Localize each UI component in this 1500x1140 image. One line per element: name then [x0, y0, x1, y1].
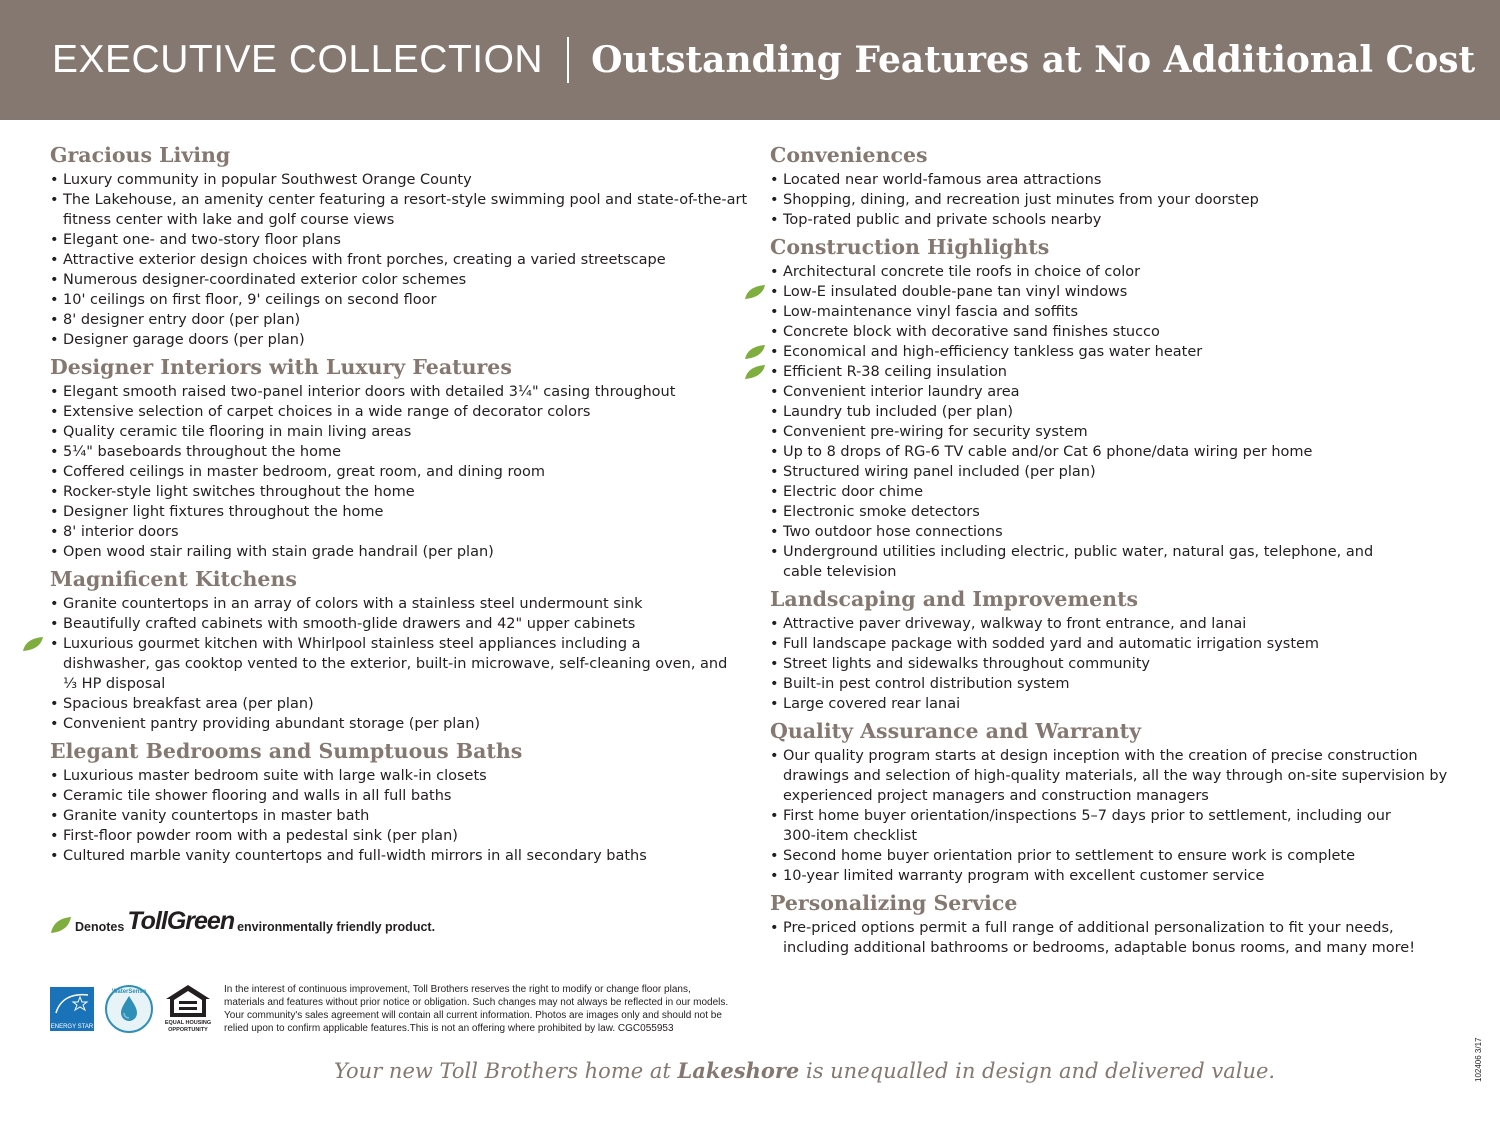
feature-item — [770, 806, 1460, 846]
feature-item — [770, 322, 1460, 342]
feature-item — [770, 362, 1460, 382]
section-title-construction-highlights: Construction Highlights — [770, 235, 1050, 259]
feature-item — [50, 310, 740, 330]
feature-line: including additional bathrooms or bedrooms, adaptable bonus rooms, and many more! — [783, 940, 1416, 956]
feature-line: • Attractive paver driveway, walkway to front entrance, and lanai — [783, 616, 1247, 632]
equal-housing-line-2: OPPORTUNITY — [168, 1026, 208, 1033]
feature-item — [770, 302, 1460, 322]
feature-item — [770, 674, 1460, 694]
feature-item — [770, 462, 1460, 482]
feature-item — [770, 654, 1460, 674]
feature-line: • Attractive exterior design choices with front porches, creating a varied streetscape — [63, 252, 666, 268]
right-column — [770, 140, 1460, 960]
header-divider — [567, 37, 569, 83]
feature-line: • Our quality program starts at design inception with the creation of precise construction — [783, 748, 1418, 764]
feature-list — [50, 170, 748, 350]
document-code: 102406 3/17 — [1474, 1037, 1483, 1082]
equal-housing-line-1: EQUAL HOUSING — [164, 1020, 212, 1026]
feature-list — [50, 382, 740, 562]
feature-line: fitness center with lake and golf course views — [63, 212, 395, 228]
feature-list — [770, 614, 1460, 714]
feature-line: • Structured wiring panel included (per plan) — [783, 464, 1096, 480]
feature-item — [50, 442, 740, 462]
feature-line: • Concrete block with decorative sand finishes stucco — [783, 324, 1160, 340]
feature-line: • Economical and high-efficiency tankless gas water heater — [783, 344, 1203, 360]
feature-item — [50, 402, 740, 422]
feature-line: • Luxurious gourmet kitchen with Whirlpool stainless steel appliances including a — [63, 636, 641, 652]
feature-line: • Coffered ceilings in master bedroom, great room, and dining room — [63, 464, 545, 480]
feature-line: • 10' ceilings on first floor, 9' ceilings on second floor — [63, 292, 437, 308]
feature-line: • Street lights and sidewalks throughout community — [783, 656, 1150, 672]
feature-list — [770, 170, 1460, 230]
feature-line: • Convenient pantry providing abundant storage (per plan) — [63, 716, 481, 732]
feature-item — [770, 382, 1460, 402]
feature-line: • 8' interior doors — [63, 524, 179, 540]
feature-line: • Pre-priced options permit a full range of additional personalization to fit your needs, — [783, 920, 1394, 936]
feature-line: • Built-in pest control distribution system — [783, 676, 1070, 692]
feature-item — [770, 502, 1460, 522]
disclaimer-line: relied upon to confirm applicable features.This is not an offering where prohibited by law. CGC055953 — [224, 1023, 674, 1034]
energy-star-icon — [50, 987, 94, 1021]
left-column — [50, 140, 748, 868]
feature-line: • Granite countertops in an array of colors with a stainless steel undermount sink — [63, 596, 643, 612]
feature-line: • Laundry tub included (per plan) — [783, 404, 1014, 420]
feature-line: • Extensive selection of carpet choices in a wide range of decorator colors — [63, 404, 591, 420]
feature-line: • Elegant one- and two-story floor plans — [63, 232, 341, 248]
disclaimer-line: In the interest of continuous improvement, Toll Brothers reserves the right to modify or change floor plans, — [224, 984, 691, 995]
feature-item — [50, 422, 740, 442]
feature-item — [770, 694, 1460, 714]
feature-line: • The Lakehouse, an amenity center featuring a resort-style swimming pool and state-of-the-art — [63, 192, 748, 208]
feature-list — [770, 918, 1460, 958]
feature-line: • Luxury community in popular Southwest Orange County — [63, 172, 472, 188]
feature-item — [770, 614, 1460, 634]
feature-item — [50, 290, 740, 310]
feature-item — [50, 270, 740, 290]
feature-line: • Underground utilities including electric, public water, natural gas, telephone, and — [783, 544, 1374, 560]
feature-item — [770, 210, 1460, 230]
feature-item — [50, 502, 740, 522]
footer-text-end: is unequalled in design and delivered value. — [805, 1059, 1276, 1083]
feature-line: • Spacious breakfast area (per plan) — [63, 696, 314, 712]
legend-denotes: Denotes — [75, 920, 125, 934]
feature-line: • 8' designer entry door (per plan) — [63, 312, 301, 328]
page-title: Outstanding Features at No Additional Cost — [591, 39, 1476, 81]
watersense-label: WaterSense — [111, 989, 147, 995]
feature-line: • Large covered rear lanai — [783, 696, 961, 712]
feature-line: • Efficient R-38 ceiling insulation — [783, 364, 1007, 380]
feature-item — [770, 866, 1460, 886]
feature-line: • Located near world-famous area attractions — [783, 172, 1102, 188]
feature-line: experienced project managers and construction managers — [783, 788, 1209, 804]
feature-line: • Elegant smooth raised two-panel interior doors with detailed 3¼" casing throughout — [63, 384, 676, 400]
feature-item — [770, 442, 1460, 462]
feature-line: • Luxurious master bedroom suite with large walk-in closets — [63, 768, 487, 784]
feature-item — [50, 826, 740, 846]
feature-item — [770, 262, 1460, 282]
house-icon — [163, 983, 213, 1019]
feature-item — [50, 786, 740, 806]
disclaimer-line: Your community's sales agreement will contain all current information. Photos are images only and should not be — [224, 1010, 722, 1021]
energy-star-logo — [50, 987, 94, 1031]
feature-line: • Second home buyer orientation prior to settlement to ensure work is complete — [783, 848, 1356, 864]
feature-item — [770, 402, 1460, 422]
feature-item — [50, 330, 740, 350]
feature-item — [770, 282, 1460, 302]
feature-line: • Up to 8 drops of RG-6 TV cable and/or Cat 6 phone/data wiring per home — [783, 444, 1313, 460]
leaf-icon — [744, 344, 766, 360]
section-title-personalizing-service: Personalizing Service — [770, 891, 1018, 915]
feature-item — [770, 634, 1460, 654]
tollgreen-legend — [50, 908, 435, 934]
feature-item — [50, 766, 740, 786]
feature-item — [50, 482, 740, 502]
feature-item — [50, 806, 740, 826]
feature-item — [770, 846, 1460, 866]
feature-item — [50, 382, 740, 402]
feature-line: • Shopping, dining, and recreation just minutes from your doorstep — [783, 192, 1259, 208]
feature-line: ⅓ HP disposal — [63, 676, 166, 692]
community-name: Lakeshore — [677, 1058, 800, 1083]
header-banner — [0, 0, 1500, 120]
feature-line: • Two outdoor hose connections — [783, 524, 1003, 540]
feature-item — [50, 462, 740, 482]
section-title-designer-interiors-with-luxury-features: Designer Interiors with Luxury Features — [50, 355, 512, 379]
feature-line: • Low-E insulated double-pane tan vinyl windows — [783, 284, 1128, 300]
feature-line: • Ceramic tile shower flooring and walls in all full baths — [63, 788, 452, 804]
feature-item — [50, 614, 740, 634]
feature-item — [770, 746, 1460, 806]
feature-list — [50, 766, 740, 866]
feature-line: dishwasher, gas cooktop vented to the exterior, built-in microwave, self-cleaning oven, and — [63, 656, 728, 672]
section-title-landscaping-and-improvements: Landscaping and Improvements — [770, 587, 1139, 611]
section-title-elegant-bedrooms-and-sumptuous-baths: Elegant Bedrooms and Sumptuous Baths — [50, 739, 523, 763]
feature-line: drawings and selection of high-quality materials, all the way through on-site supervision by — [783, 768, 1448, 784]
leaf-icon — [744, 284, 766, 300]
feature-item — [770, 190, 1460, 210]
feature-line: • Open wood stair railing with stain grade handrail (per plan) — [63, 544, 494, 560]
feature-item — [50, 250, 740, 270]
feature-line: • Granite vanity countertops in master bath — [63, 808, 370, 824]
feature-line: • Quality ceramic tile flooring in main living areas — [63, 424, 412, 440]
section-title-gracious-living: Gracious Living — [50, 143, 231, 167]
feature-line: • Designer garage doors (per plan) — [63, 332, 305, 348]
leaf-icon — [50, 916, 72, 934]
feature-line: • Rocker-style light switches throughout the home — [63, 484, 415, 500]
leaf-icon — [744, 364, 766, 380]
feature-list — [770, 746, 1460, 886]
feature-item — [50, 846, 740, 866]
feature-item — [50, 594, 740, 614]
feature-item — [50, 522, 740, 542]
feature-item — [770, 522, 1460, 542]
feature-line: • Top-rated public and private schools nearby — [783, 212, 1102, 228]
tollgreen-logo: TollGreen — [127, 907, 235, 935]
feature-item — [50, 170, 740, 190]
feature-item — [770, 170, 1460, 190]
feature-item — [50, 634, 740, 694]
feature-line: 300-item checklist — [783, 828, 918, 844]
feature-list — [50, 594, 740, 734]
equal-housing-label — [159, 1020, 217, 1033]
feature-line: • Architectural concrete tile roofs in choice of color — [783, 264, 1141, 280]
feature-line: • Cultured marble vanity countertops and full-width mirrors in all secondary baths — [63, 848, 647, 864]
feature-line: • Full landscape package with sodded yard and automatic irrigation system — [783, 636, 1320, 652]
section-title-conveniences: Conveniences — [770, 143, 928, 167]
leaf-icon — [22, 636, 44, 652]
feature-line: • Convenient interior laundry area — [783, 384, 1020, 400]
feature-item — [770, 482, 1460, 502]
feature-item — [770, 342, 1460, 362]
feature-line: • 10-year limited warranty program with excellent customer service — [783, 868, 1265, 884]
feature-line: • Convenient pre-wiring for security system — [783, 424, 1088, 440]
watersense-logo — [104, 983, 154, 1039]
footer-text-start: Your new Toll Brothers home at — [334, 1059, 671, 1083]
feature-line: • Beautifully crafted cabinets with smooth-glide drawers and 42" upper cabinets — [63, 616, 636, 632]
section-title-quality-assurance-and-warranty: Quality Assurance and Warranty — [770, 719, 1142, 743]
feature-line: • Low-maintenance vinyl fascia and soffits — [783, 304, 1079, 320]
energy-star-label: ENERGY STAR — [50, 1024, 94, 1030]
section-title-magnificent-kitchens: Magnificent Kitchens — [50, 567, 297, 591]
feature-item — [770, 422, 1460, 442]
collection-title: EXECUTIVE COLLECTION — [52, 38, 544, 81]
footer-tagline — [334, 1058, 1275, 1083]
feature-list — [770, 262, 1460, 582]
feature-item — [50, 694, 740, 714]
feature-line: • Electronic smoke detectors — [783, 504, 980, 520]
feature-line: • Numerous designer-coordinated exterior color schemes — [63, 272, 467, 288]
feature-line: • First home buyer orientation/inspections 5–7 days prior to settlement, including our — [783, 808, 1391, 824]
feature-item — [770, 918, 1460, 958]
feature-line: • First-floor powder room with a pedestal sink (per plan) — [63, 828, 458, 844]
legend-text: environmentally friendly product. — [237, 920, 436, 934]
feature-line: • Designer light fixtures throughout the home — [63, 504, 384, 520]
legal-disclaimer — [224, 983, 744, 1035]
feature-line: cable television — [783, 564, 897, 580]
feature-item — [50, 190, 748, 230]
feature-line: • 5¼" baseboards throughout the home — [63, 444, 341, 460]
feature-item — [770, 542, 1460, 582]
feature-item — [50, 542, 740, 562]
disclaimer-line: materials and features without prior notice or obligation. Such changes may not always be reflected in our models. — [224, 997, 729, 1008]
feature-item — [50, 230, 740, 250]
feature-item — [50, 714, 740, 734]
equal-housing-logo — [163, 983, 213, 1035]
feature-line: • Electric door chime — [783, 484, 924, 500]
